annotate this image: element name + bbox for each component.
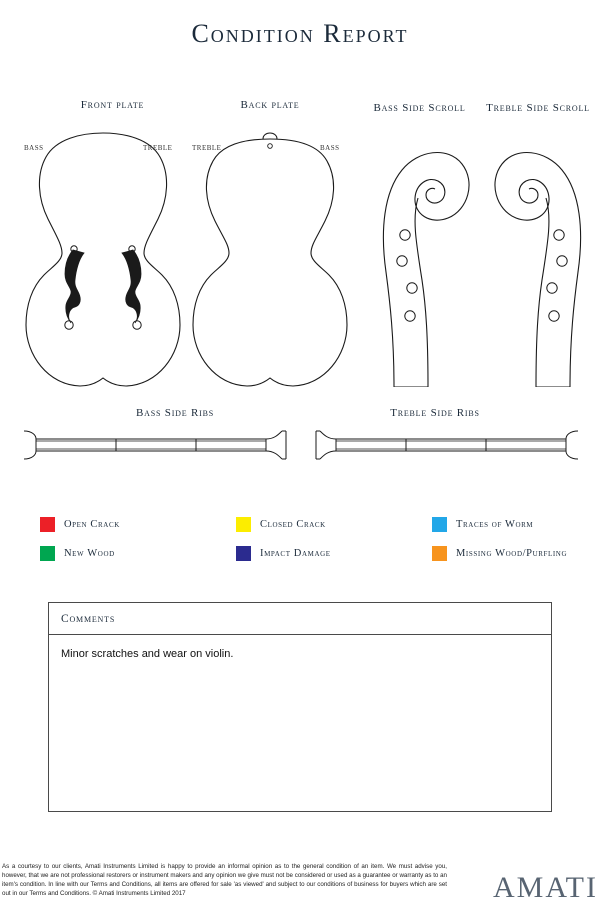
bass-side-scroll-diagram [368, 122, 478, 387]
legend-item-new-wood [40, 546, 236, 561]
legend-item-missing-wood [432, 546, 567, 561]
bass-side-scroll-label: Bass Side Scroll [373, 102, 466, 115]
footer-disclaimer: As a courtesy to our clients, Amati Instruments Limited is happy to provide an informal opinion as to the general condition of an item. We must advise you, however, that we are not professional restorers or instrument makers and any opinion we give must not be considered or used as a guarantee or warranty as to an item's condition. In line with our Terms and Conditions, all items are offered for sale 'as viewed' and subject to our conditions of business for buyers which are set out in our Terms and Conditions. © Amati Instruments Limited 2017 [2, 863, 447, 898]
legend-item-closed-crack [236, 517, 432, 532]
legend-label-new-wood: New Wood [64, 548, 115, 560]
swatch-missing-wood [432, 546, 447, 561]
swatch-traces-of-worm [432, 517, 447, 532]
footer [0, 863, 600, 907]
legend-item-impact-damage [236, 546, 432, 561]
front-plate-label: Front plate [80, 99, 145, 112]
swatch-new-wood [40, 546, 55, 561]
treble-side-ribs-label: Treble Side Ribs [390, 407, 480, 420]
damage-legend [40, 517, 585, 575]
bass-side-ribs-label: Bass Side Ribs [136, 407, 214, 420]
comments-box [48, 602, 552, 812]
legend-row-2 [40, 546, 585, 561]
comments-text[interactable]: Minor scratches and wear on violin. [61, 648, 234, 661]
legend-label-closed-crack: Closed Crack [260, 519, 326, 531]
back-plate-label: Back plate [240, 99, 300, 112]
legend-label-impact-damage: Impact Damage [260, 548, 331, 560]
amati-logo: AMATI [493, 871, 598, 905]
swatch-impact-damage [236, 546, 251, 561]
back-plate-treble-tag: TREBLE [192, 144, 222, 153]
swatch-closed-crack [236, 517, 251, 532]
legend-item-open-crack [40, 517, 236, 532]
legend-label-traces-of-worm: Traces of Worm [456, 519, 534, 531]
bass-side-ribs-diagram [20, 425, 290, 465]
back-plate-bass-tag: BASS [320, 144, 340, 153]
front-plate-bass-tag: BASS [24, 144, 44, 153]
swatch-open-crack [40, 517, 55, 532]
legend-label-open-crack: Open Crack [64, 519, 120, 531]
front-plate-diagram [18, 127, 188, 392]
treble-side-scroll-label: Treble Side Scroll [486, 102, 590, 115]
legend-item-traces-of-worm [432, 517, 533, 532]
legend-label-missing-wood: Missing Wood/Purfling [456, 548, 568, 560]
treble-side-scroll-diagram [486, 122, 596, 387]
front-plate-treble-tag: TREBLE [143, 144, 173, 153]
comments-header: Comments [49, 603, 551, 635]
page-title: Condition Report [191, 19, 409, 49]
treble-side-ribs-diagram [312, 425, 582, 465]
back-plate-diagram [185, 127, 355, 392]
condition-report-page [0, 17, 600, 907]
legend-row-1 [40, 517, 585, 532]
